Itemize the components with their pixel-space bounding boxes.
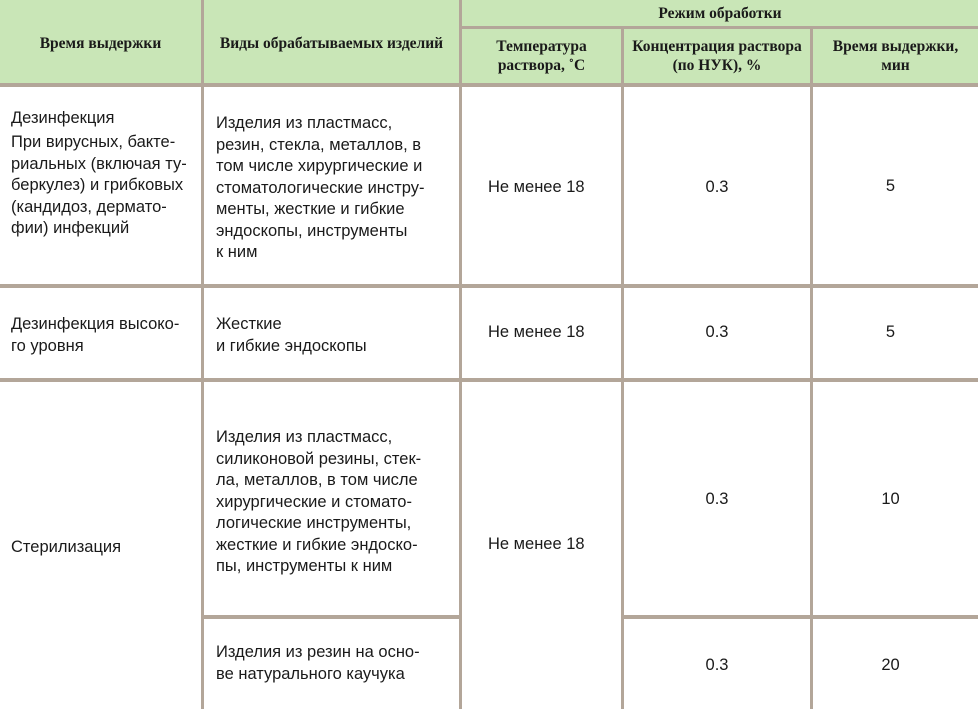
process-title: Дезинфекция [11,109,115,127]
exposure-time-value: 5 [885,323,896,341]
process-title: Дезинфекция высоко- го уровня [11,315,180,355]
process-title: Стерилизация [11,538,122,556]
concentration-value: 0.3 [705,490,729,508]
exposure-time-value: 5 [885,177,896,195]
item-types: Изделия из резин на осно- ве натурального каучука [216,643,420,683]
concentration-value: 0.3 [705,656,729,674]
grid-line [621,28,624,709]
item-types: Изделия из пластмасс, резин, стекла, металлов, в том числе хирургические и стоматологические инстру- менты, жесткие и гибкие эндоскопы, инструменты к ним [216,114,425,261]
header-temperature: Температура раствора, ˚С [496,38,587,74]
temperature-value: Не менее 18 [488,323,585,341]
header-exposure-time: Время выдержки, мин [832,38,959,74]
grid-line [0,378,978,382]
exposure-time-value: 20 [881,656,900,674]
grid-line [810,28,813,709]
temperature-value: Не менее 18 [488,178,585,196]
grid-line [0,83,978,87]
grid-line [203,615,461,619]
header-concentration: Концентрация раствора (по НУК), % [632,38,802,74]
concentration-value: 0.3 [705,178,729,196]
item-types: Изделия из пластмасс, силиконовой резины, стек- ла, металлов, в том числе хирургические и стомато- логические инструменты, жесткие и гибкие эндоско- пы, инструменты к ним [216,428,422,575]
header-treatment-mode: Режим обработки [658,4,782,22]
item-types: Жесткие и гибкие эндоскопы [216,315,367,355]
process-detail: При вирусных, бакте- риальных (включая ту- беркулез) и грибковых (кандидоз, дермато- фии) инфекций [11,133,187,237]
grid-line [459,0,462,709]
header-process-time: Время выдержки [39,34,162,52]
grid-line [622,615,978,619]
header-item-types: Виды обрабатываемых изделий [219,34,444,52]
exposure-time-value: 10 [881,490,900,508]
temperature-value: Не менее 18 [488,535,585,553]
grid-line [460,26,978,29]
concentration-value: 0.3 [705,323,729,341]
grid-line [201,0,204,709]
grid-line [0,284,978,288]
